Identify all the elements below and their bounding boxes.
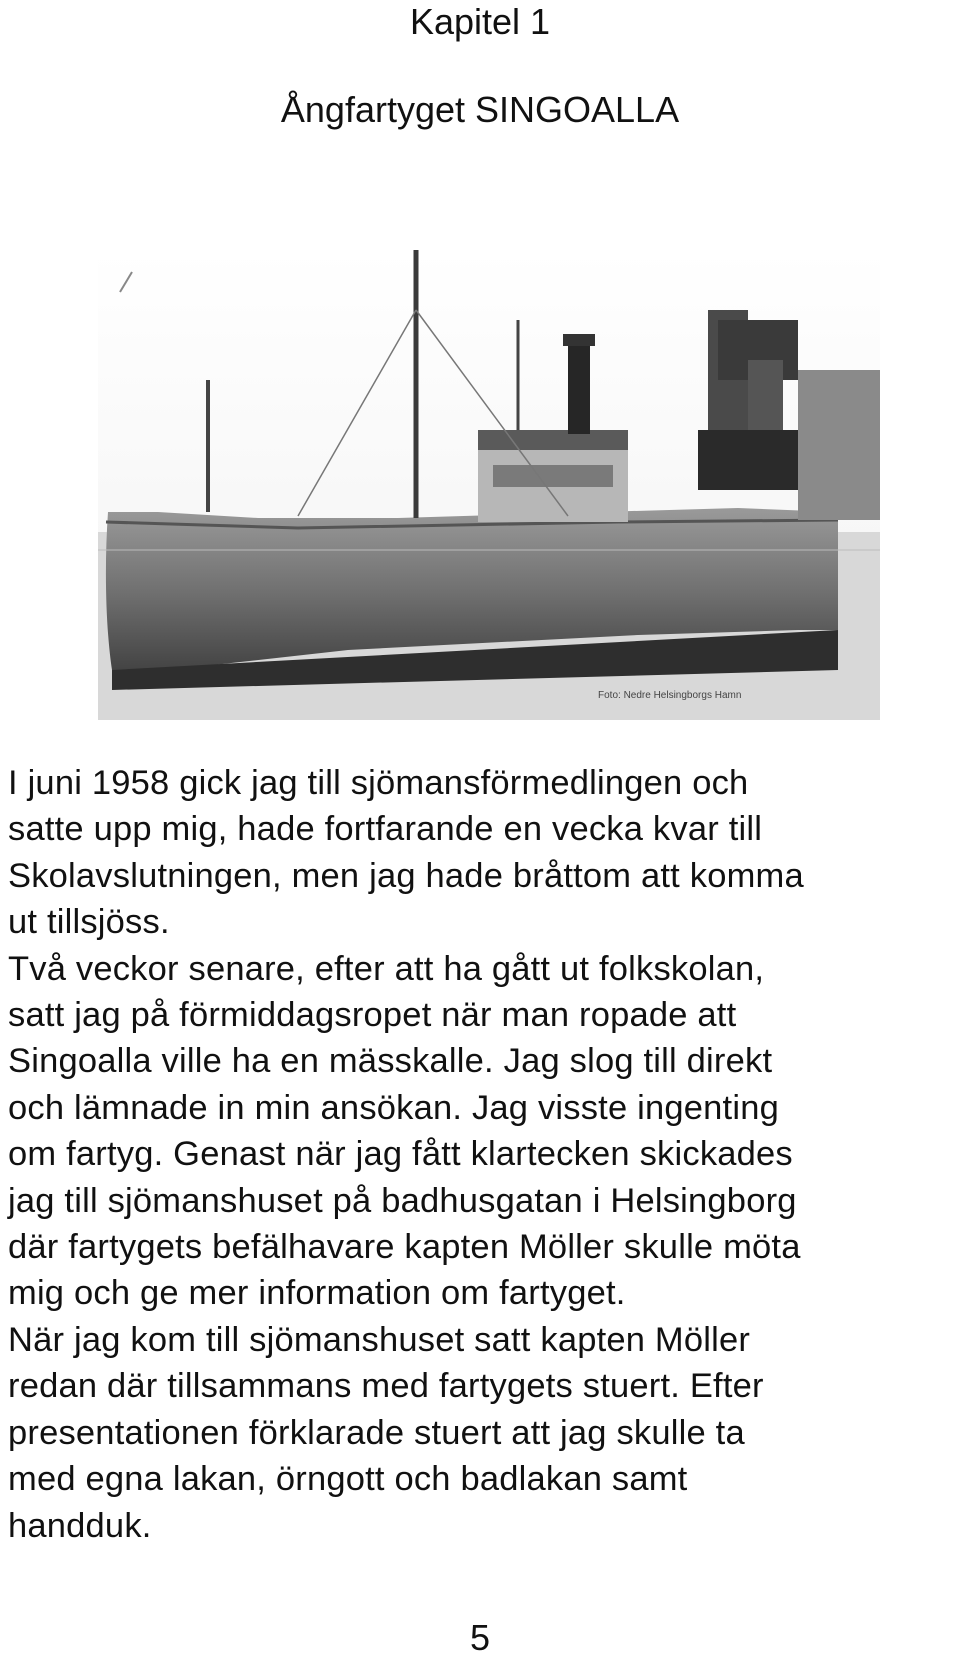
body-text <box>8 760 953 1549</box>
body-line: När jag kom till sjömanshuset satt kapten Möller <box>8 1320 751 1359</box>
chapter-heading: Kapitel 1 <box>409 1 551 42</box>
chapter-title: Ångfartyget SINGOALLA <box>280 89 680 130</box>
body-line: där fartygets befälhavare kapten Möller skulle möta <box>8 1228 801 1267</box>
page-number: 5 <box>469 1617 491 1658</box>
body-line: om fartyg. Genast när jag fått klartecken skickades <box>8 1135 793 1174</box>
body-line: satt jag på förmiddagsropet när man ropade att <box>8 996 737 1035</box>
body-line: med egna lakan, örngott och badlakan samt <box>8 1460 688 1499</box>
body-line: och lämnade in min ansökan. Jag visste ingenting <box>8 1088 779 1127</box>
body-line: Singoalla ville ha en mässkalle. Jag slog till direkt <box>8 1042 773 1081</box>
body-line: presentationen förklarade stuert att jag skulle ta <box>8 1413 745 1452</box>
body-line: ut tillsjöss. <box>8 903 170 942</box>
body-line: redan där tillsammans med fartygets stuert. Efter <box>8 1367 764 1406</box>
body-line: jag till sjömanshuset på badhusgatan i Helsingborg <box>8 1181 797 1220</box>
steamship-photo <box>98 250 880 720</box>
body-line: handduk. <box>8 1506 152 1545</box>
body-line: Skolavslutningen, men jag hade bråttom att komma <box>8 856 804 895</box>
photo-caption-marks: Foto: Nedre Helsingborgs Hamn <box>598 690 742 701</box>
body-line: mig och ge mer information om fartyget. <box>8 1274 626 1313</box>
body-line: satte upp mig, hade fortfarande en vecka kvar till <box>8 810 763 849</box>
body-line: I juni 1958 gick jag till sjömansförmedlingen och <box>8 764 749 802</box>
body-line: Två veckor senare, efter att ha gått ut folkskolan, <box>8 949 765 988</box>
